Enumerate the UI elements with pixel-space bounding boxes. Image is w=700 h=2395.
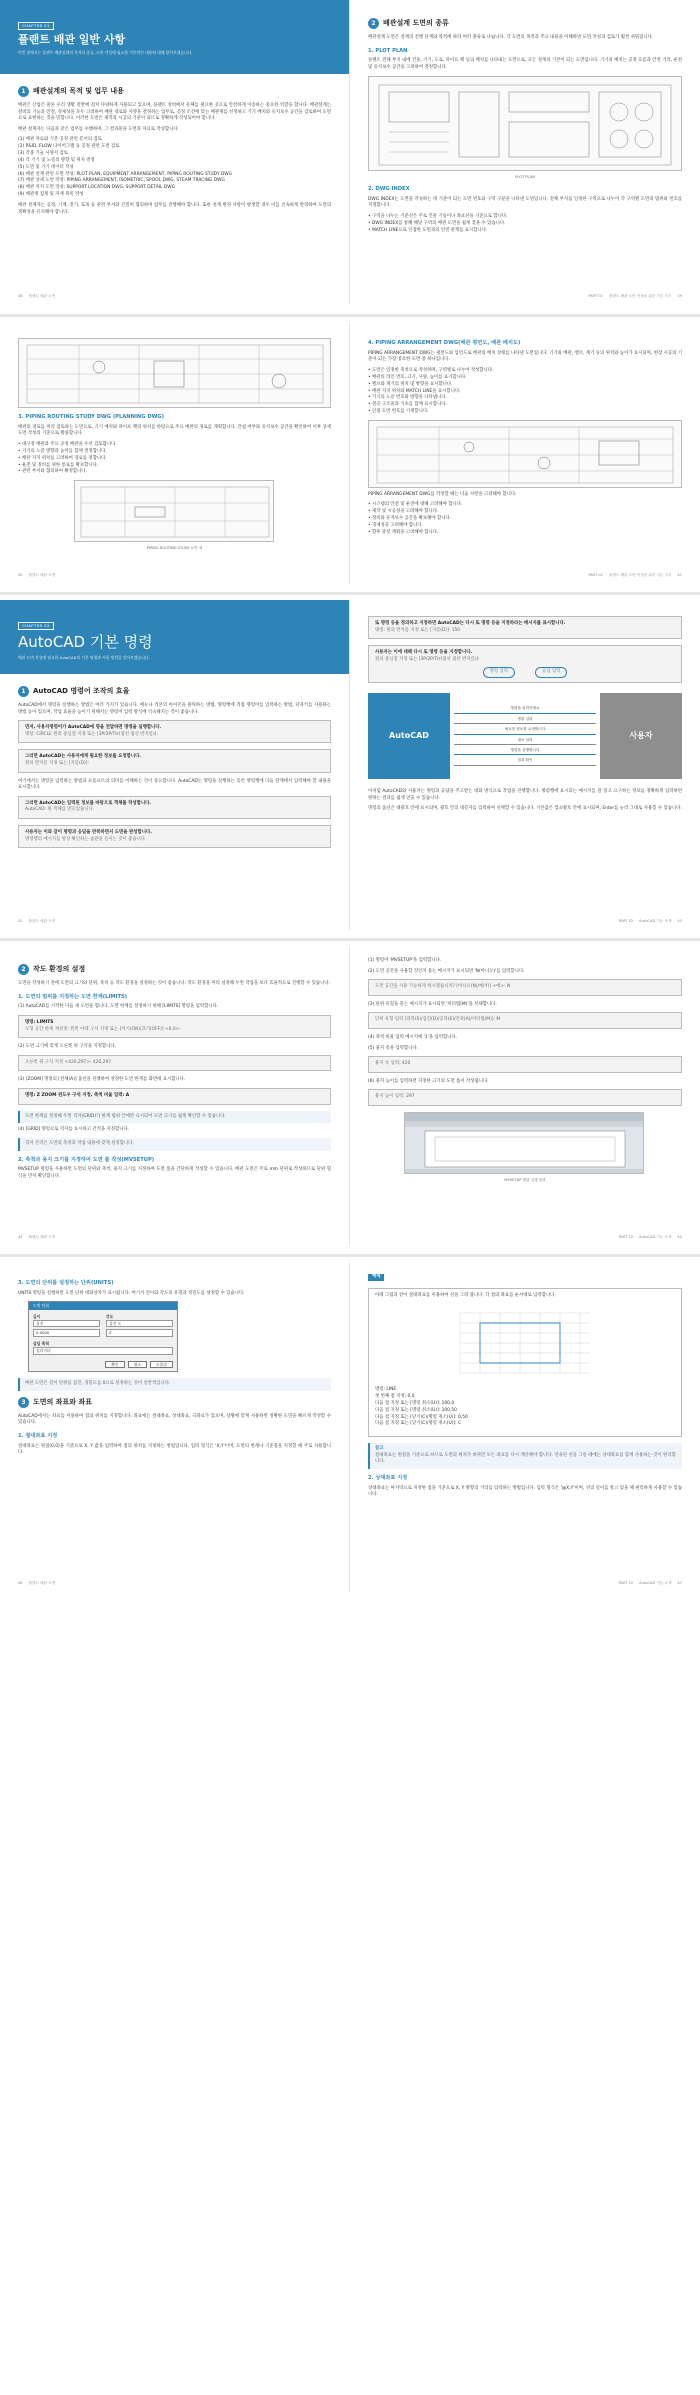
figure-caption: PLOT PLAN <box>515 174 535 179</box>
footer-part: PART 02 <box>618 1580 634 1585</box>
list-item: (3) 각종 기술 사양서 검토 <box>18 151 68 157</box>
page-number: 44 <box>18 1234 23 1239</box>
arrangement-drawing <box>369 421 681 488</box>
section-title: AutoCAD 명령어 조작의 효율 <box>33 687 130 696</box>
page-footer <box>619 919 682 924</box>
note-title: 참고 <box>375 1446 384 1452</box>
page-number: 38 <box>18 293 23 298</box>
command-bubble: 명령 입력 <box>483 667 515 678</box>
command-prompt: 원의 반지름 지정 또는 [지름(D)]: <box>25 761 89 767</box>
bullet-list <box>368 502 682 536</box>
command-line: 다음 점 지정 또는 [명령 취소(U)]: 100,50 <box>375 1407 457 1413</box>
command-line: 다음 점 지정 또는 [닫기(C)/명령 취소(U)]: C <box>375 1421 462 1427</box>
footer-part: PART 02 <box>618 918 634 923</box>
chapter-tag: CHAPTER 01 <box>18 22 54 30</box>
list-item: (8) 배관 지지 도면 작성: SUPPORT LOCATION DWG, SUPPORT DETAIL DWG <box>18 185 175 191</box>
plot-plan-figure <box>368 76 682 171</box>
task-list <box>18 137 331 198</box>
page-number: 39 <box>677 293 682 298</box>
paragraph: 상대좌표는 마지막으로 지정한 점을 기준으로 X, Y 방향의 거리를 입력하는 방법입니다. 입력 형식은 '@X,Y'이며, 선의 길이를 알고 있을 때 편리하게 사용할 수 있습니다. <box>368 1485 682 1498</box>
list-item: (1) 배관 자료와 기본 공정 관련 문서의 검토 <box>18 137 102 143</box>
angle-group <box>106 1314 173 1337</box>
section-heading <box>368 18 682 29</box>
insert-unit-select[interactable]: 밀리미터 <box>33 1347 173 1355</box>
footer-title: AutoCAD 기능 소개 <box>639 1234 672 1239</box>
grid-figure <box>450 1303 600 1383</box>
command-text: 명령: LIMITS <box>25 1020 54 1026</box>
command-text: 그러면 AutoCAD는 사용자에게 필요한 정보를 요청합니다. <box>25 754 142 760</box>
command-prompt: 명령: 원의 반지름 지정 또는 [지름(D)]: 150 <box>375 627 461 633</box>
list-item: (5) 도면 및 기기 데이터 작성 <box>18 164 74 170</box>
command-sequence <box>375 1387 675 1428</box>
command-text: 명령: Z ZOOM 윈도우 구석 지정, 축척 비율 입력: A <box>25 1093 130 1099</box>
page-44 <box>0 946 350 1246</box>
command-prompt: 오른쪽 위 구석 지정 <420,297>: 420,297 <box>25 1059 112 1065</box>
section-heading <box>18 86 331 97</box>
page-38 <box>0 0 350 305</box>
angle-label: 각도 <box>106 1314 114 1320</box>
subsection-title: 2. 상대좌표 지정 <box>368 1475 408 1482</box>
cad-window-drawing <box>405 1113 644 1174</box>
piping-study-drawing <box>19 339 331 408</box>
section-title: 배관설계의 목적 및 업무 내용 <box>33 87 124 96</box>
page-42 <box>0 600 350 930</box>
page-footer <box>18 294 55 299</box>
units-dialog <box>28 1301 178 1372</box>
subsection-title: 3. PIPING ROUTING STUDY DWG (PLANNING DWG) <box>18 414 164 420</box>
list-item: • DWG INDEX를 통해 해당 구역의 배관 도면을 쉽게 찾을 수 있습니다. <box>368 220 506 226</box>
page-45 <box>350 946 700 1246</box>
angle-precision-select[interactable]: 0 <box>106 1329 173 1337</box>
section-number: 1 <box>18 86 29 97</box>
list-item: • 배관 지지 위치를 고려하여 경로를 정합니다. <box>18 455 107 461</box>
length-group <box>33 1314 100 1337</box>
section-number: 1 <box>18 686 29 697</box>
step-text: (5) 용지 폭을 입력합니다. <box>368 1045 418 1051</box>
flow-step: 필요한 정보를 요청합니다 <box>454 727 596 734</box>
subsection-title: 1. 도면의 범위를 지정하는 도면 한계(LIMITS) <box>18 993 128 1000</box>
page-footer <box>18 1581 55 1586</box>
command-line: 다음 점 지정 또는 [명령 취소(U)]: 100,0 <box>375 1400 455 1406</box>
paragraph: 배관은 산업은 물론 우리 생활 전반에 걸쳐 다양하게 사용되고 있으며, 플랜트 설비에서 유체를 필요한 곳으로 안전하게 이송하는 중요한 역할을 합니다. 배관설계는 설비의 기능과 안전, 경제성을 모두 고려하여 배관 경로와 사양을 결정하는 업무로, 공정 조건에 맞는 배관재를 선정하고 기기 배치와 유지보수 공간을 검토하여 도면으로 표현하는 것을 말합니다. 이러한 도면은 제작과 시공의 기준이 되므로 정확하게 작성되어야 합니다. <box>18 103 331 122</box>
example-box <box>368 1288 682 1438</box>
footer-title: 플랜트 배관 도면 작성을 위한 기본 지식 <box>609 572 672 577</box>
page-footer <box>619 1581 682 1586</box>
list-item: • 관련 부서와 협의하여 확정합니다. <box>18 469 87 475</box>
footer-title: 플랜트 배관 도면 <box>28 293 56 298</box>
subsection-title: 1. PLOT PLAN <box>368 47 408 54</box>
list-item: • 배관의 라인 번호, 크기, 사양, 높이를 표기합니다. <box>368 374 467 380</box>
list-item: • MATCH LINE으로 인접한 도면과의 연결 관계를 표시합니다. <box>368 227 488 233</box>
list-item: • 시스템의 안전 및 운전에 대해 고려해야 합니다. <box>368 502 463 508</box>
footer-part: PART 01 <box>588 293 604 298</box>
flow-step: 정보 입력 <box>454 738 596 745</box>
paragraph: AutoCAD에서 명령을 실행하는 방법은 여러 가지가 있습니다. 메뉴나 리본의 아이콘을 클릭하는 방법, 명령행에 직접 명령어를 입력하는 방법, 단축키를 사용하는 방법 등이 있으며, 작업 효율을 높이기 위해서는 명령어 입력 방식에 익숙해지는 것이 좋습니다. <box>18 703 331 715</box>
list-item: • 정비와 유지보수 공간을 확보해야 합니다. <box>368 516 452 522</box>
chapter-title: 플랜트 배관 일반 사항 <box>18 32 126 46</box>
footer-title: AutoCAD 기능 소개 <box>639 918 672 923</box>
list-item: • 대구경 배관과 주요 공정 배관을 우선 검토합니다. <box>18 442 117 448</box>
step-text: (4) 축척 비율 입력 메시지에 '1'을 입력합니다. <box>368 1035 458 1041</box>
bullet-list <box>368 214 682 234</box>
diagram-flow <box>450 706 600 765</box>
paragraph: 배관 설계자는 공정, 기계, 전기, 토목 등 관련 부서와 긴밀히 협의하며 업무를 진행해야 합니다. 또한 설계 변경 사항이 발생할 경우 이를 신속하게 반영하여 도면의 정확성을 유지해야 합니다. <box>18 202 331 215</box>
section-number: 3 <box>18 1397 29 1408</box>
footer-part: PART 02 <box>618 1234 634 1239</box>
command-box <box>18 720 331 743</box>
command-text: 또 명령 등을 정의하고 지정하면 AutoCAD는 다시 또 명령 등을 지정하라는 메시지를 표시합니다. <box>375 621 566 626</box>
paragraph: PIPING ARRANGEMENT DWG는 평면도와 입면도로 배관의 배치 상태를 나타낸 도면입니다. 기기와 배관, 밸브, 계기 등의 위치와 높이가 표시되며, 현장 시공의 기준이 되는 가장 중요한 도면 중 하나입니다. <box>368 350 682 363</box>
command-box <box>18 825 331 848</box>
paragraph: 도면을 작성하기 전에 도면의 크기와 단위, 축척 등 작도 환경을 설정하는 것이 좋습니다. 작도 환경을 미리 설정해 두면 작업을 보다 효율적으로 진행할 수 있습니다. <box>18 981 330 986</box>
list-item: • 제작 및 시공성을 고려해야 합니다. <box>368 509 439 515</box>
user-block: 사용자 <box>600 693 682 779</box>
page-43 <box>350 600 700 930</box>
paragraph: AutoCAD에서는 좌표를 이용하여 점의 위치를 지정합니다. 좌표에는 절대좌표, 상대좌표, 극좌표가 있으며, 상황에 맞게 사용하면 정확한 도면을 빠르게 작성할 수 있습니다. <box>18 1413 331 1426</box>
command-line: 명령: LINE <box>375 1387 397 1393</box>
command-box <box>18 1088 331 1105</box>
page-39 <box>350 0 700 305</box>
step-text: (6) 용지 높이를 입력하면 지정한 크기의 도면 틀이 작성됩니다. <box>368 1078 489 1084</box>
list-item: • 밸브와 계기의 위치 및 방향을 표시합니다. <box>368 381 453 387</box>
length-precision-select[interactable]: 0.0000 <box>33 1329 100 1337</box>
page-46 <box>0 1262 350 1592</box>
section-title: 배관설계 도면의 종류 <box>383 19 449 28</box>
page-number: 47 <box>677 1580 682 1585</box>
section-heading <box>18 964 331 975</box>
page-footer <box>18 573 55 578</box>
angle-type-select[interactable]: 십진 도 <box>106 1320 173 1328</box>
list-item: (7) 배관 상세 도면 작성: PIPING ARRANGEMENT, ISOMETRIC, SPOOL DWG, STEAM TRACING DWG <box>18 178 225 184</box>
page-47 <box>350 1262 700 1592</box>
list-item: (2) P&ID, FLOW 다이어그램 등 공정 관련 도면 검토 <box>18 144 120 150</box>
footer-part: PART 01 <box>588 572 604 577</box>
paragraph: 플랜트 전체 부지 내에 건물, 기기, 도로, 파이프 랙 등의 배치를 나타내는 도면으로, 모든 설계의 기본이 되는 도면입니다. 기기의 배치는 공정 흐름과 안전 거리, 운전 및 유지보수 공간을 고려하여 결정합니다. <box>368 58 682 71</box>
spread-divider <box>0 1254 700 1257</box>
coordinate-grid <box>450 1303 600 1383</box>
step-text: (2) 도면 공간을 사용할 것인지 묻는 메시지가 표시되면 'N(아니오)'를 입력합니다. <box>368 968 525 974</box>
paragraph: UNITS 명령을 실행하면 도면 단위 대화상자가 표시됩니다. 여기서 길이와 각도의 유형과 정밀도를 설정할 수 있습니다. <box>18 1290 245 1296</box>
autocad-block: AutoCAD <box>368 693 450 779</box>
command-line: 다음 점 지정 또는 [닫기(C)/명령 취소(U)]: 0,50 <box>375 1414 468 1420</box>
list-item: • 운전 및 정비를 위한 통로를 확보합니다. <box>18 462 99 468</box>
paragraph: 이처럼 AutoCAD와 사용자는 명령과 응답을 주고받는 대화 방식으로 작업을 진행합니다. 명령행에 표시되는 메시지를 잘 읽고 요구하는 정보를 정확하게 입력하면 원하는 결과를 쉽게 얻을 수 있습니다. <box>368 789 682 801</box>
command-box <box>368 1056 682 1073</box>
chapter-subtitle: 이번 장에서는 플랜트 배관설계의 목적과 종류, 도면 작성에 필요한 기본적인 내용에 대해 알아보겠습니다. <box>18 49 193 55</box>
command-line: 첫 번째 점 지정: 0,0 <box>375 1394 415 1400</box>
command-prompt: 명령: CIRCLE 원의 중심점 지정 또는 [3P/2P/Ttr(접선 접선 반지름)]: <box>25 731 158 737</box>
page-footer <box>588 294 682 299</box>
routing-study-drawing <box>75 481 274 542</box>
help-button[interactable]: 도움말 <box>150 1361 173 1369</box>
tip-box: 도면 한계를 설정해 두면 격자(GRID)가 한계 범위 안에만 표시되어 도면 크기를 쉽게 확인할 수 있습니다. <box>18 1111 331 1124</box>
page-number: 40 <box>18 572 23 577</box>
flow-step: 명령을 입력하세요 <box>454 706 596 713</box>
footer-title: 플랜트 배관 도면 <box>28 918 56 923</box>
footer-title: 플랜트 배관 도면 <box>28 572 56 577</box>
cancel-button[interactable]: 취소 <box>128 1361 147 1369</box>
command-box <box>368 645 682 683</box>
paragraph: 배관설계 도면은 설계의 진행 단계와 목적에 따라 여러 종류로 나뉩니다. 각 도면의 목적과 주요 내용을 이해하면 도면 작성과 검토가 훨씬 쉬워집니다. <box>368 35 654 40</box>
paragraph: 배관의 경로를 미리 검토하는 도면으로, 기기 배치와 파이프 랙의 위치를 바탕으로 주요 배관의 경로를 계획합니다. 간섭 여부와 유지보수 공간을 확인하여 이후 상세 도면 작성의 기준으로 활용합니다. <box>18 424 331 437</box>
subsection-title: 4. PIPING ARRANGEMENT DWG(배관 평면도, 배관 배치도) <box>368 340 521 346</box>
list-item: • 인접 도면 번호를 기재합니다. <box>368 408 429 414</box>
footer-title: 플랜트 배관 도면 <box>28 1580 56 1585</box>
command-prompt: 모형 공간 한계 재설정: 왼쪽 아래 구석 지정 또는 [켜기(ON)/끄기(OFF)] <0,0>: <box>25 1026 181 1032</box>
section-number: 2 <box>368 18 379 29</box>
list-item: • 향후 증설 계획을 고려해야 합니다. <box>368 529 439 535</box>
spread-divider <box>0 938 700 941</box>
step-text: (1) 명령어 'MVSETUP'을 입력합니다. <box>368 958 442 963</box>
page-number: 41 <box>677 572 682 577</box>
spread-1 <box>0 0 700 305</box>
page-footer <box>18 919 55 924</box>
command-text: 먼저, 사용자명령어가 AutoCAD에 명을 전달하면 명령을 실행합니다. <box>25 725 162 731</box>
example-tag: 예제 <box>368 1274 384 1281</box>
step-text: (1) AutoCAD를 시작한 다음 새 도면을 엽니다. 도면 한계를 설정하기 위해 [LIMITS] 명령을 입력합니다. <box>18 1004 219 1010</box>
command-prompt: 원의 중심점 지정 또는 [3P/2P/Ttr(접선 접선 반지름)]: <box>375 656 480 662</box>
tip-box: 배관 도면은 길이 단위를 십진, 정밀도를 0으로 설정하는 것이 일반적입니다. <box>18 1378 331 1391</box>
section-heading <box>18 1397 331 1408</box>
command-box <box>368 1012 682 1029</box>
dialog-title: 도면 단위 <box>29 1302 177 1310</box>
spread-divider <box>0 314 700 317</box>
flow-step: 결과 확인 <box>454 758 596 765</box>
chapter-tag: CHAPTER 02 <box>18 622 54 630</box>
step-text: (3) 단위 유형을 묻는 메시지가 표시되면 '미터법(M)'을 선택합니다. <box>368 1001 497 1007</box>
command-box <box>368 616 682 639</box>
list-item: • 구역을 나누는 기준선은 주로 건물 기둥이나 좌표선을 기준으로 합니다. <box>368 214 508 220</box>
example-text: 아래 그림과 같이 절대좌표를 이용하여 선을 그려 봅니다. 각 점의 좌표를 순서대로 입력합니다. <box>375 1292 556 1298</box>
command-box <box>368 979 682 996</box>
section-title: 도면의 좌표와 좌표 <box>33 1398 92 1407</box>
command-text: 사용자는 이와 같이 명령과 응답을 반복하면서 도면을 완성합니다. <box>25 830 152 836</box>
footer-title: 플랜트 배관 도면 <box>28 1234 56 1239</box>
note-text: 절대좌표는 원점을 기준으로 하므로 도면의 위치가 바뀌면 모든 좌표를 다시 계산해야 합니다. 연속된 선을 그릴 때에는 상대좌표를 함께 사용하는 것이 편리합니다. <box>375 1452 676 1465</box>
paragraph: 배관 설계자는 다음과 같은 업무를 수행하며, 그 결과물을 도면과 자료로 작성합니다. <box>18 126 179 132</box>
command-prompt: 용지 높이 입력: 297 <box>375 1094 415 1100</box>
section-number: 2 <box>18 964 29 975</box>
length-label: 길이 <box>33 1314 41 1320</box>
note-box <box>368 1443 682 1469</box>
flow-step: 명령을 실행합니다 <box>454 748 596 755</box>
command-box <box>368 1089 682 1106</box>
bullet-list <box>368 368 682 416</box>
command-box <box>18 1015 331 1038</box>
command-prompt: AutoCAD: 원 객체를 만들었습니다. <box>25 807 95 813</box>
routing-study-figure <box>74 480 274 542</box>
list-item: (4) 각 기기 및 노즐의 방향 및 위치 결정 <box>18 157 95 163</box>
spread-2 <box>0 322 700 584</box>
length-type-select[interactable]: 십진 <box>33 1320 100 1328</box>
plot-plan-drawing <box>369 77 681 171</box>
command-prompt: 용지 폭 입력: 420 <box>375 1061 411 1067</box>
page-footer <box>619 1235 682 1240</box>
spread-5 <box>0 1262 700 1592</box>
paragraph: PIPING ARRANGEMENT DWG를 작성할 때는 다음 사항을 고려해야 합니다. <box>368 491 517 497</box>
command-text: 그러면 AutoCAD는 입력된 정보를 바탕으로 객체를 작성합니다. <box>25 800 152 806</box>
dialog-buttons <box>29 1358 177 1372</box>
step-text: (3) [ZOOM] 명령의 [전체(A)] 옵션을 실행하여 설정한 도면 한계를 화면에 표시합니다. <box>18 1077 186 1083</box>
paragraph: 명령의 옵션은 대괄호 안에 표시되며, 괄호 안의 대문자를 입력하여 선택할 수 있습니다. 기본값은 꺾쇠괄호 안에 표시되며, Enter를 눌러 그대로 사용할 수 있습니다. <box>368 806 682 812</box>
chapter-title: AutoCAD 기본 명령 <box>18 632 153 651</box>
subsection-title: 2. DWG INDEX <box>368 186 410 193</box>
command-box <box>18 796 331 819</box>
list-item: • 기기의 노즐 번호와 방향을 나타냅니다. <box>368 395 447 401</box>
list-item: • 기기의 노즐 방향과 높이를 함께 결정합니다. <box>18 448 107 454</box>
arrangement-figure <box>368 420 682 488</box>
flow-step: 명령 입력 <box>454 717 596 724</box>
step-text: (4) [GRID] 명령으로 격자를 표시하고 간격을 지정합니다. <box>18 1127 130 1133</box>
page-number: 45 <box>677 1234 682 1239</box>
command-prompt: 명령행의 메시지를 항상 확인하는 습관을 들이는 것이 좋습니다. <box>25 836 147 842</box>
section-heading <box>18 686 331 697</box>
spread-3 <box>0 600 700 930</box>
footer-title: AutoCAD 기능 소개 <box>639 1580 672 1585</box>
figure-caption: MVSETUP 명령 실행 결과 <box>504 1178 546 1183</box>
dialog-diagram <box>368 691 682 781</box>
page-41 <box>350 322 700 584</box>
mvsetup-screenshot <box>404 1112 644 1174</box>
chapter-banner <box>0 0 349 74</box>
bubble-row <box>375 667 675 678</box>
page-footer <box>588 573 682 578</box>
list-item: • 배관 지지 위치와 MATCH LINE을 표시합니다. <box>368 388 461 394</box>
command-prompt: 도면 공간을 사용 가능하게 하시겠습니까? [아니오(N)/예(Y)] <예>: N <box>375 984 511 990</box>
page-number: 43 <box>677 918 682 923</box>
subsection-title: 2. 축척과 용지 크기를 지정하여 도면 틀 작성(MVSETUP) <box>18 1156 155 1163</box>
spread-divider <box>0 592 700 595</box>
step-text: (2) 도면 크기에 맞게 오른쪽 위 구석을 지정합니다. <box>18 1044 116 1050</box>
insert-group <box>29 1341 177 1357</box>
command-box <box>18 749 331 772</box>
command-box <box>18 1055 331 1072</box>
section-title: 작도 환경의 설정 <box>33 965 86 974</box>
chapter-subtitle: 배관 도면 작성에 필요한 AutoCAD의 기본 명령과 사용 방법을 알아보겠습니다. <box>18 654 150 660</box>
paragraph: DWG INDEX는 도면을 작성하는 데 기준이 되는 도면 번호와 구역 구분을 나타낸 도면입니다. 전체 부지를 일정한 구역으로 나누어 각 구역별 도면의 범위와 번호를 지정합니다. <box>368 196 682 209</box>
paragraph: MVSETUP 명령을 사용하면 도면의 단위와 축척, 용지 크기를 지정하여 도면 틀을 간단하게 작성할 수 있습니다. 배관 도면은 주로 mm 단위로 작성하므로 단위 형식을 먼저 확인합니다. <box>18 1167 331 1179</box>
footer-title: 플랜트 배관 도면 작성을 위한 기본 지식 <box>609 293 672 298</box>
paragraph: 여기에서는 명령을 입력하는 방법과 프롬프트의 의미를 이해하는 것이 중요합니다. AutoCAD는 명령을 실행하는 동안 명령행에 다음 단계에서 입력해야 할 내용을 표시합니다. <box>18 778 331 791</box>
dialog-body <box>29 1310 177 1341</box>
page-number: 46 <box>18 1580 23 1585</box>
spread-4 <box>0 946 700 1246</box>
paragraph: 절대좌표는 원점(0,0)을 기준으로 X, Y 값을 입력하여 점의 위치를 지정하는 방법입니다. 입력 형식은 'X,Y'이며, 도면의 한계나 기준점을 지정할 때 주로 사용합니다. <box>18 1443 331 1456</box>
subsection-title: 3. 도면의 단위를 설정하는 단위(UNITS) <box>18 1280 114 1286</box>
page-40 <box>0 322 350 584</box>
insert-scale-label: 삽입 축척 <box>33 1341 49 1347</box>
page-number: 42 <box>18 918 23 923</box>
list-item: (6) 배관 설계 관련 도면 작성: PLOT PLAN, EQUIPMENT ARRANGEMENT, PIPING ROUTING STUDY DWG <box>18 171 233 177</box>
figure-caption: PIPING ROUTING STUDY 도면 예 <box>146 546 203 551</box>
list-item: • 철골 구조물과 기초를 함께 표시합니다. <box>368 402 447 408</box>
list-item: • 도면은 일정한 축척으로 작성하며, 구역별로 나누어 작성합니다. <box>368 368 494 374</box>
list-item: • 경제성을 고려해야 합니다. <box>368 522 423 528</box>
page-footer <box>18 1235 55 1240</box>
bullet-list <box>18 442 331 476</box>
tip-box: 격자 간격은 도면의 축척과 작업 내용에 맞게 설정합니다. <box>18 1138 331 1151</box>
ok-button[interactable]: 확인 <box>105 1361 124 1369</box>
chapter-banner <box>0 600 349 674</box>
response-bubble: 응답 입력 <box>535 667 567 678</box>
piping-drawing-figure <box>18 338 331 408</box>
list-item: (9) 배관재 집계 및 자재 목록 작성 <box>18 192 84 198</box>
command-prompt: 단위 유형 입력 [과학(S)/십진(D)/공학(E)/건축(A)/미터법(M)]: M <box>375 1017 501 1023</box>
subsection-title: 1. 절대좌표 지정 <box>18 1433 58 1440</box>
command-text: 사용자는 이에 대해 다시 또 명령 등을 지정합니다. <box>375 650 473 656</box>
